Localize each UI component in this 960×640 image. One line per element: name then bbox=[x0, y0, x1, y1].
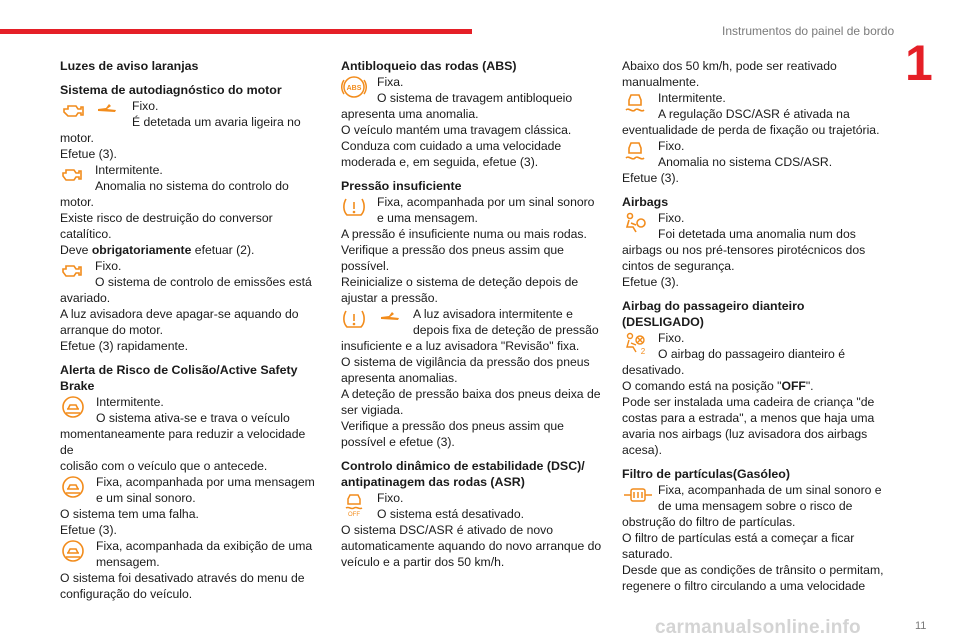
airbags-line1: airbags ou nos pré-tensores pirotécnicos dos bbox=[622, 243, 866, 257]
airbags-action: Efetue (3). bbox=[622, 275, 679, 289]
svg-text:2: 2 bbox=[640, 347, 646, 355]
column-left bbox=[60, 58, 322, 602]
collision-fault-line3: O sistema tem uma falha. bbox=[60, 507, 199, 521]
particle-filter-line4: O filtro de partículas está a começar a ficar bbox=[622, 531, 855, 545]
pressure-blink-line4: O sistema de vigilância da pressão dos pneus bbox=[341, 355, 590, 369]
passenger-airbag-desc: O airbag do passageiro dianteiro é bbox=[658, 347, 845, 361]
passenger-airbag-line6: acesa). bbox=[622, 443, 662, 457]
dsc-line1: O sistema DSC/ASR é ativado de novo bbox=[341, 523, 554, 537]
watermark: carmanualsonline.info bbox=[655, 617, 861, 638]
dsc-line3: veículo e a partir dos 50 km/h. bbox=[341, 555, 505, 569]
dsc-desc: O sistema está desativado. bbox=[377, 507, 524, 521]
passenger-airbag-line1: desativado. bbox=[622, 363, 685, 377]
pressure-blink-line7: ser vigiada. bbox=[341, 403, 404, 417]
collision-off-line4: configuração do veículo. bbox=[60, 587, 193, 601]
engine-blink-desc: Anomalia no sistema do controlo do bbox=[95, 179, 289, 193]
tyre-pressure-service-icon bbox=[341, 307, 409, 331]
page-header-title: Instrumentos do painel de bordo bbox=[722, 24, 895, 38]
dsc-title-l2: antipatinagem das rodas (ASR) bbox=[341, 475, 525, 489]
engine-blink-tail: motor. bbox=[60, 195, 94, 209]
airbags-state: Fixo. bbox=[658, 211, 685, 225]
header-accent-bar bbox=[0, 29, 472, 34]
pressure-blink-line1: A luz avisadora intermitente e bbox=[413, 307, 573, 321]
collision-off-line1: Fixa, acompanhada da exibição de uma bbox=[96, 539, 313, 553]
emissions-desc: O sistema de controlo de emissões está bbox=[95, 275, 312, 289]
dsc-off-icon bbox=[341, 491, 367, 517]
engine-fixed-tail: motor. bbox=[60, 131, 94, 145]
engine-fixed-desc: É detetada um avaria ligeira no bbox=[132, 115, 301, 129]
abs-desc: O sistema de travagem antibloqueio bbox=[377, 91, 573, 105]
particle-filter-line6: Desde que as condições de trânsito o permitam, bbox=[622, 563, 884, 577]
dsc-fault-state: Fixo. bbox=[658, 139, 685, 153]
pressure-blink-line6: A deteção de pressão baixa dos pneus deixa de bbox=[341, 387, 601, 401]
collision-fault-line1: Fixa, acompanhada por uma mensagem bbox=[96, 475, 315, 489]
engine-diagnostic-title: Sistema de autodiagnóstico do motor bbox=[60, 83, 282, 97]
passenger-airbag-title: Airbag do passageiro dianteiro bbox=[622, 299, 805, 313]
pressure-blink-line8: Verifique a pressão dos pneus assim que bbox=[341, 419, 564, 433]
passenger-airbag-state: Fixo. bbox=[658, 331, 685, 345]
dsc-active-icon bbox=[622, 91, 648, 115]
dsc-blink-tail: eventualidade de perda de fixação ou trajetória. bbox=[622, 123, 880, 137]
collision-fault-line2: e um sinal sonoro. bbox=[96, 491, 196, 505]
emissions-tail: avariado. bbox=[60, 291, 111, 305]
passenger-airbag-title-l2: (DESLIGADO) bbox=[622, 315, 704, 329]
dsc-intro-line1: Abaixo dos 50 km/h, pode ser reativado bbox=[622, 59, 837, 73]
column-middle bbox=[341, 58, 603, 570]
airbag-warning-icon bbox=[622, 211, 648, 235]
abs-line1: apresenta uma anomalia. bbox=[341, 107, 479, 121]
column-right bbox=[622, 58, 884, 594]
passenger-airbag-line2: O comando está na posição "OFF". bbox=[622, 379, 814, 393]
pressure-title: Pressão insuficiente bbox=[341, 179, 462, 193]
pressure-fixed-line7: ajustar a pressão. bbox=[341, 291, 438, 305]
engine-blink-line1: Existe risco de destruição do conversor bbox=[60, 211, 273, 225]
engine-blink-must: Deve obrigatoriamente efetuar (2). bbox=[60, 243, 255, 257]
collision-alert-icon bbox=[60, 539, 86, 563]
pressure-fixed-line1: Fixa, acompanhada por um sinal sonoro bbox=[377, 195, 595, 209]
particle-filter-line1: Fixa, acompanhada de um sinal sonoro e bbox=[658, 483, 882, 497]
collision-blink-state: Intermitente. bbox=[96, 395, 164, 409]
collision-title: Alerta de Risco de Colisão/Active Safety bbox=[60, 363, 298, 377]
abs-line4: moderada e, em seguida, efetue (3). bbox=[341, 155, 539, 169]
collision-alert-icon bbox=[60, 475, 86, 499]
collision-alert-icon bbox=[60, 395, 86, 419]
passenger-airbag-line4: costas para a estrada", a menos que haja uma bbox=[622, 411, 875, 425]
collision-blink-line1: momentaneamente para reduzir a velocidade de bbox=[60, 427, 306, 457]
pressure-blink-line2: depois fixa de deteção de pressão bbox=[413, 323, 599, 337]
svg-text:ABS: ABS bbox=[346, 85, 362, 92]
emissions-action: Efetue (3) rapidamente. bbox=[60, 339, 189, 353]
passenger-airbag-line3: Pode ser instalada uma cadeira de criança "de bbox=[622, 395, 875, 409]
engine-blink-state: Intermitente. bbox=[95, 163, 163, 177]
emissions-line1: A luz avisadora deve apagar-se aquando do bbox=[60, 307, 299, 321]
particle-filter-line7: regenere o filtro circulando a uma velocidade bbox=[622, 579, 866, 593]
particle-filter-icon bbox=[622, 483, 654, 507]
particle-filter-title: Filtro de partículas(Gasóleo) bbox=[622, 467, 790, 481]
pressure-blink-line5: apresenta anomalias. bbox=[341, 371, 458, 385]
dsc-state: Fixo. bbox=[377, 491, 404, 505]
section-title: Luzes de aviso laranjas bbox=[60, 59, 199, 73]
engine-fixed-state: Fixo. bbox=[132, 99, 159, 113]
engine-warning-icon bbox=[61, 163, 85, 187]
airbags-desc: Foi detetada uma anomalia num dos bbox=[658, 227, 856, 241]
dsc-title: Controlo dinâmico de estabilidade (DSC)/ bbox=[341, 459, 585, 473]
abs-line2: O veículo mantém uma travagem clássica. bbox=[341, 123, 572, 137]
particle-filter-line3: obstrução do filtro de partículas. bbox=[622, 515, 796, 529]
engine-warning-icon bbox=[61, 259, 85, 283]
airbags-title: Airbags bbox=[622, 195, 669, 209]
dsc-fault-action: Efetue (3). bbox=[622, 171, 679, 185]
page-number: 11 bbox=[915, 620, 927, 632]
dsc-fault-desc: Anomalia no sistema CDS/ASR. bbox=[658, 155, 833, 169]
dsc-fault-icon bbox=[622, 139, 648, 163]
pressure-fixed-line6: Reinicialize o sistema de deteção depois de bbox=[341, 275, 579, 289]
collision-blink-desc: O sistema ativa-se e trava o veículo bbox=[96, 411, 290, 425]
abs-title: Antibloqueio das rodas (ABS) bbox=[341, 59, 517, 73]
pressure-fixed-line2: e uma mensagem. bbox=[377, 211, 478, 225]
particle-filter-line2: de uma mensagem sobre o risco de bbox=[658, 499, 853, 513]
pressure-fixed-line4: Verifique a pressão dos pneus assim que bbox=[341, 243, 564, 257]
particle-filter-line5: saturado. bbox=[622, 547, 673, 561]
tyre-pressure-icon bbox=[341, 195, 367, 219]
engine-warning-icon bbox=[60, 99, 128, 123]
emissions-line2: arranque do motor. bbox=[60, 323, 163, 337]
collision-fault-action: Efetue (3). bbox=[60, 523, 117, 537]
engine-blink-line2: catalítico. bbox=[60, 227, 112, 241]
pressure-fixed-line3: A pressão é insuficiente numa ou mais rodas. bbox=[341, 227, 587, 241]
chapter-number: 1 bbox=[905, 35, 933, 91]
dsc-intro-line2: manualmente. bbox=[622, 75, 700, 89]
passenger-airbag-off-icon bbox=[622, 331, 648, 355]
collision-blink-line2: colisão com o veículo que o antecede. bbox=[60, 459, 268, 473]
abs-state: Fixa. bbox=[377, 75, 404, 89]
dsc-blink-state: Intermitente. bbox=[658, 91, 726, 105]
collision-title-l2: Brake bbox=[60, 379, 95, 393]
abs-warning-icon bbox=[341, 75, 367, 99]
dsc-line2: automaticamente aquando do novo arranque do bbox=[341, 539, 602, 553]
passenger-airbag-line5: avaria nos airbags (luz avisadora dos airbags bbox=[622, 427, 868, 441]
pressure-fixed-line5: possível. bbox=[341, 259, 390, 273]
collision-off-line3: O sistema foi desativado através do menu de bbox=[60, 571, 305, 585]
collision-off-line2: mensagem. bbox=[96, 555, 160, 569]
pressure-blink-line9: possível e efetue (3). bbox=[341, 435, 455, 449]
dsc-off-label: OFF bbox=[348, 512, 360, 517]
abs-line3: Conduza com cuidado a uma velocidade bbox=[341, 139, 562, 153]
pressure-blink-line3: insuficiente e a luz avisadora "Revisão" fixa. bbox=[341, 339, 580, 353]
emissions-state: Fixo. bbox=[95, 259, 122, 273]
airbags-line2: cintos de segurança. bbox=[622, 259, 735, 273]
engine-fixed-action: Efetue (3). bbox=[60, 147, 117, 161]
dsc-blink-desc: A regulação DSC/ASR é ativada na bbox=[658, 107, 850, 121]
